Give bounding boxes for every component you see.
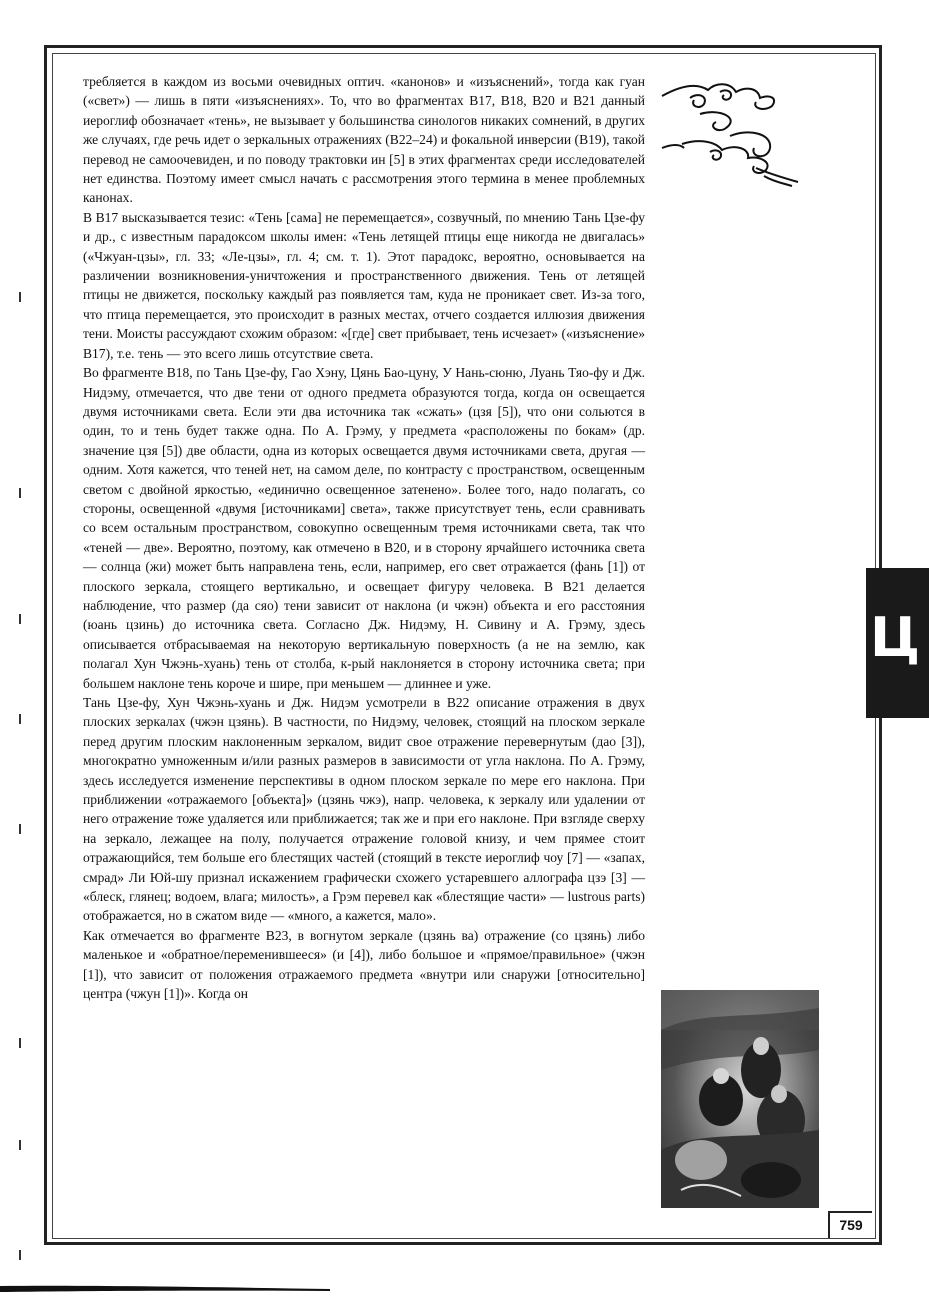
binding-mark [19,614,21,624]
binding-mark [19,1250,21,1260]
paragraph-3: Во фрагменте В18, по Тань Цзе-фу, Гао Хэну, Цянь Бао-цуну, У Нань-сюню, Луань Тяо-фу и Дж. Нидэму, отмечается, что две тени от одного предмета образуются тогда, когда он освещается двумя источниками света. Если эти два источника так «сжать» (цзя [5]), что они сольются в один, то и тень будет также одна. По А. Грэму, у предмета «расположены по бокам» (др. значение цзя [5]) две области, одна из которых освещается двумя источниками света, другая — одним. Хотя кажется, что теней нет, на самом деле, по контрасту с пространством, освещенным светом с двойной яркостью, «единично освещенное затенено». Более того, надо полагать, со стороны, освещенной «двумя [источниками] света», также присутствует тень, если сравнивать со всем остальным пространством, совокупно освещенным тремя источниками света, так что «теней — две». Вероятно, поэтому, как отмечено в В20, и в сторону ярчайшего источника света — солнца (жи) может быть направлена тень, если, например, его свет отражается (фань [1]) от плоского зеркала, стоящего вертикально, и освещает фигуру человека. В В21 делается наблюдение, что размер (да сяо) тени зависит от наклона (и чжэн) объекта и его расстояния (юань цзинь) до источника света. Согласно Дж. Нидэму, Н. Сивину и А. Грэму, здесь описывается отбрасываемая на некоторую вертикальную поверхность (а не на землю, как полагал Хун Чжэнь-хуань) тень от столба, к-рый наклоняется в сторону источника света; при большем наклоне тень короче и шире, при меньшем — длиннее и уже. [83,365,645,691]
binding-mark [19,1038,21,1048]
scan-edge-smear [0,1284,330,1292]
paragraph-4: Тань Цзе-фу, Хун Чжэнь-хуань и Дж. Нидэм усмотрели в В22 описание отражения в двух плоских зеркалах (чжэн цзянь). В частности, по Нидэму, человек, стоящий на плоском зеркале перед другим плоским наклоненным зеркалом, видит свое отражение перевернутым (дао [3]), многократно умноженным и/или разных размеров в зависимости от угла наклона. По А. Грэму, здесь исследуется изменение перспективы в одном плоском зеркале по мере его наклона. При приближении «отражаемого [объекта]» (цзянь чжэ), напр. человека, к зеркалу или удалении от него отражение тоже удаляется или приближается; так же и при его наклоне. При взгляде сверху на зеркало, лежащее на полу, получается отражение головой книзу, и чем прямее стоит отражающийся, тем больше его блестящих частей (стоящий в тексте иероглиф чоу [7] — «запах, смрад» Ли Юй-шу признал искажением графически схожего устаревшего аллографа цзэ [3] — «блеск, глянец; водоем, влага; милость», а Грэм перевел как «блестящие части» — lustrous parts) отображается, но в сжатом виде — «много, а кажется, мало». [83,695,645,924]
cloud-ornament-icon [660,78,800,190]
page-number: 759 [828,1211,872,1238]
thumb-tab-letter: Ц [870,606,921,669]
binding-mark [19,1140,21,1150]
paragraph-2: В В17 высказывается тезис: «Тень [сама] не перемещается», созвучный, по мнению Тань Цзе-фу и др., с известным парадоксом школы имен: «Тень летящей птицы еще никогда не двигалась» («Чжуан-цзы», гл. 33; «Ле-цзы», гл. 4; см. т. 1). Этот парадокс, вероятно, основывается на различении возникновения-уничтожения и пространственного движения. Тень от летящей птицы не движется, поскольку каждый раз появляется там, куда не проникает свет. Из-за того, что птица перемещается, это происходит в разных местах, отчего создается иллюзия движения тени. Моисты рассуждают схожим образом: «[где] свет прибывает, тень исчезает» («изъяснение» В17), т.е. тень — это всего лишь отсутствие света. [83,209,645,361]
binding-mark [19,292,21,302]
paragraph-5: Как отмечается во фрагменте В23, в вогнутом зеркале (цзянь ва) отражение (со цзянь) либо маленькое и «обратное/переменившееся» (и [4]), либо большое и «прямое/правильное» (чжэн [1]), что зависит от положения отражаемого предмета «внутри или снаружи [относительно] центра (чжун [1])». Когда он [83,927,645,1002]
binding-mark [19,714,21,724]
paragraph-1: требляется в каждом из восьми очевидных оптич. «канонов» и «изъяснений», тогда как гуан («свет») — лишь в пяти «изъяснениях». То, что во фрагментах В17, В18, В20 и В21 данный иероглиф обозначает «тень», не вызывает у большинства синологов никаких сомнений, в других же случаях, где речь идет о зеркальных отражениях (В22–24) и фокальной инверсии (В19), такой перевод не самоочевиден, и по поводу трактовки ин [5] в этих фрагментах среди исследователей нет единства. Поэтому имеет смысл начать с рассмотрения этого термина в менее проблемных канонах. [83,74,645,206]
painting-illustration [661,990,819,1208]
binding-mark [19,824,21,834]
article-text-column [83,72,645,1222]
binding-mark [19,488,21,498]
